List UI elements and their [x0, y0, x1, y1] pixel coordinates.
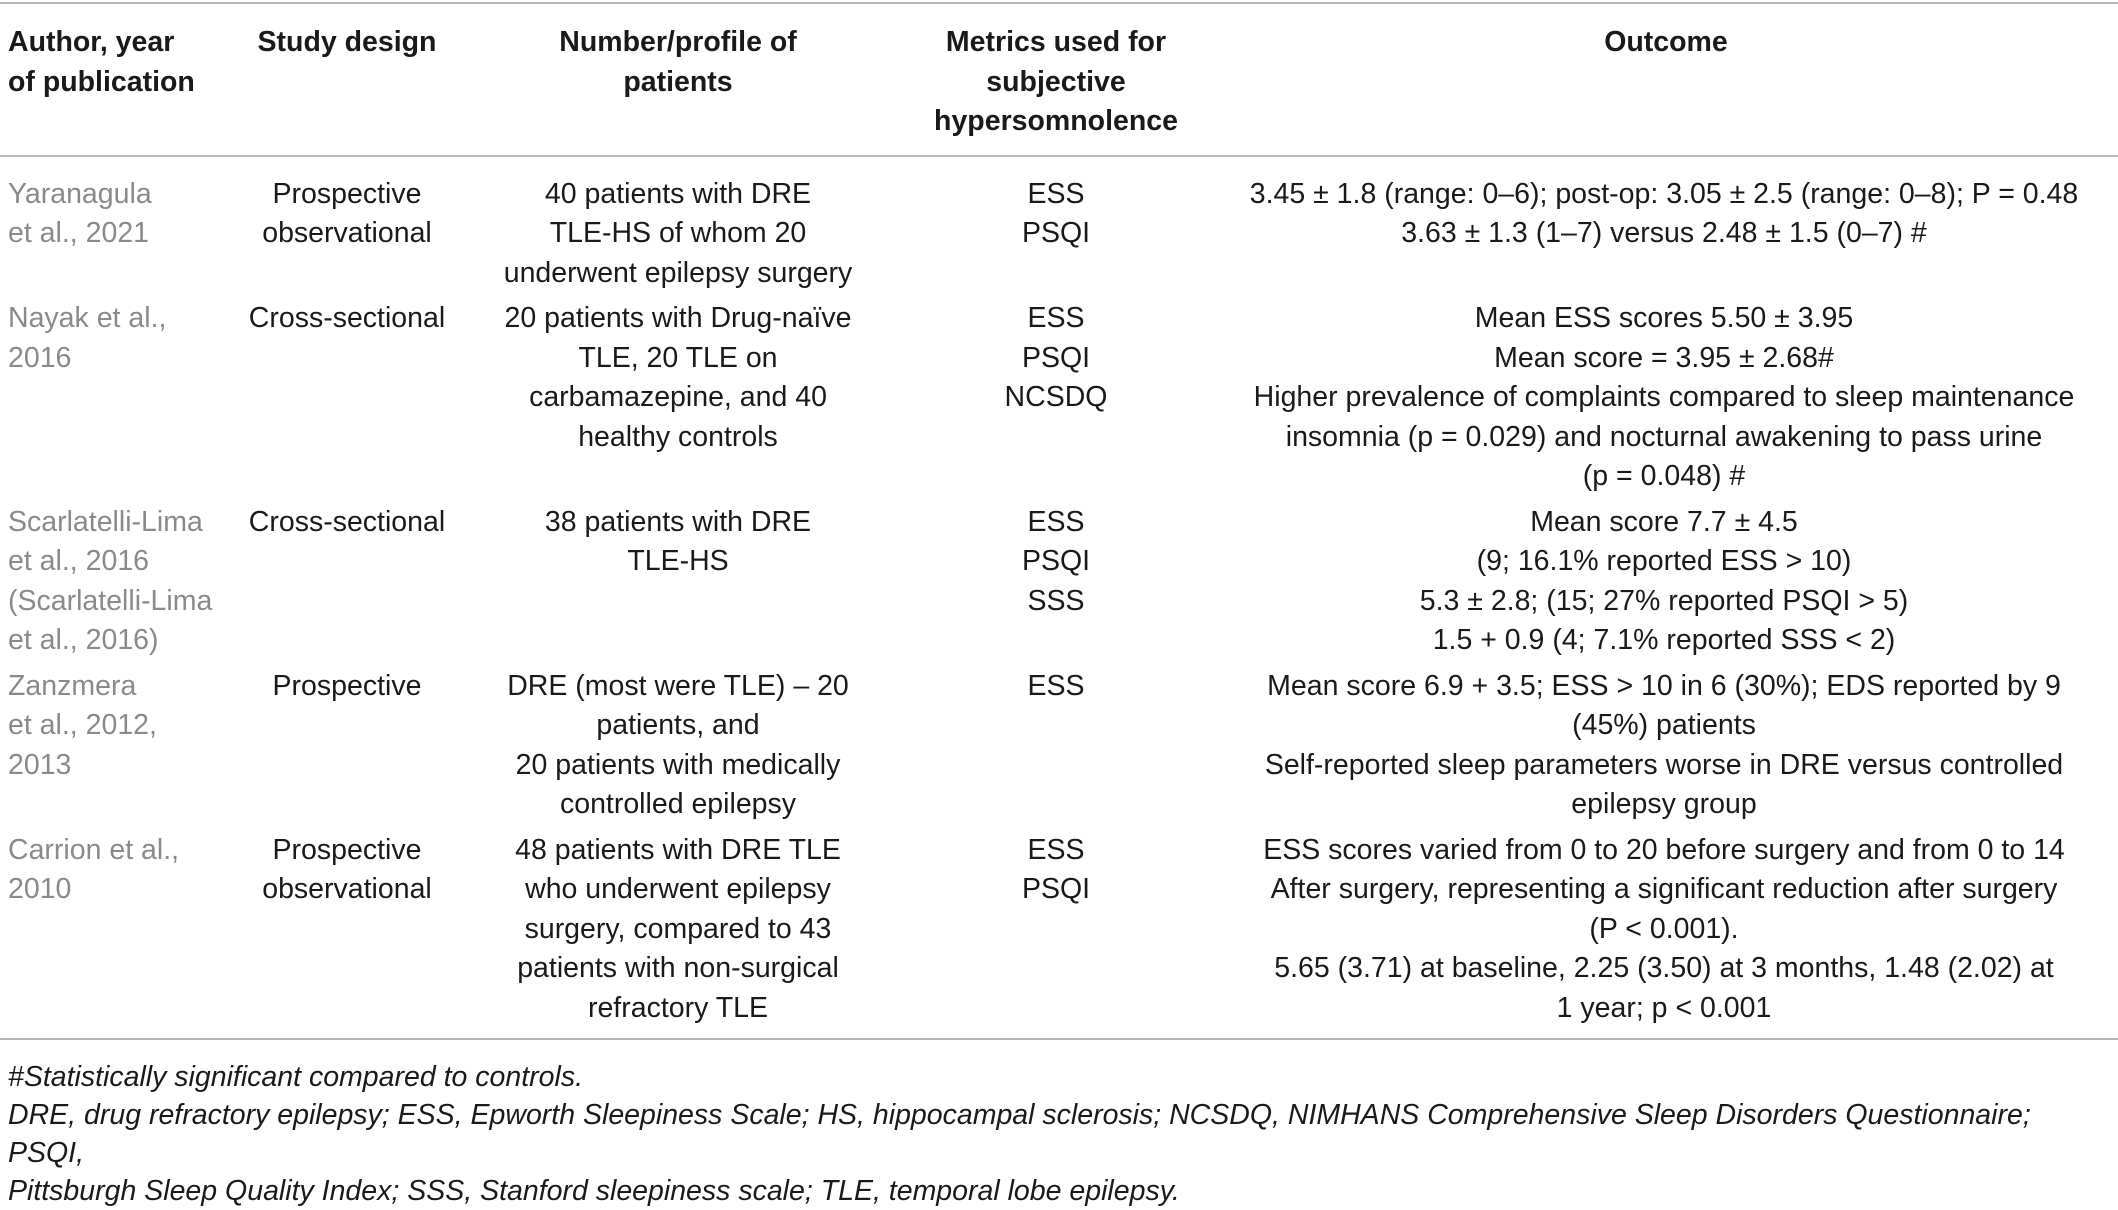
cell-author: Zanzmera et al., 2012, 2013: [8, 669, 157, 781]
table-row: [0, 299, 2118, 503]
table-row: [0, 831, 2118, 1040]
cell-author: Carrion et al., 2010: [0, 831, 236, 1040]
table-body: [0, 156, 2118, 1040]
cell-author: Nayak et al., 2016: [8, 302, 167, 374]
cell-outcome: Mean score 6.9 + 3.5; ESS > 10 in 6 (30%); EDS reported by 9 (45%) patients Self-reported sleep parameters worse in DRE versus controlled epilepsy group: [1264, 669, 2064, 820]
table-header: [0, 3, 2118, 156]
header-metrics: Metrics used for subjective hypersomnolence: [898, 3, 1214, 156]
cell-author: Yaranagula et al., 2021: [8, 177, 152, 249]
table-row: [0, 156, 2118, 300]
cell-patients: 48 patients with DRE TLE who underwent epilepsy surgery, compared to 43 patients with non-surgical refractory TLE: [458, 831, 898, 1040]
cell-author: Scarlatelli-Lima et al., 2016 (Scarlatelli-Lima et al., 2016): [8, 505, 213, 656]
cell-patients: 20 patients with Drug-naïve TLE, 20 TLE on carbamazepine, and 40 healthy controls: [504, 302, 852, 453]
table-row: [0, 503, 2118, 667]
cell-metrics: ESS PSQI: [1021, 177, 1091, 249]
study-table: [0, 2, 2118, 1040]
cell-design: Prospective observational: [236, 831, 458, 1040]
cell-metrics: ESS PSQI NCSDQ: [1004, 302, 1108, 413]
footnote-significance: #Statistically significant compared to controls.: [8, 1061, 584, 1093]
cell-design: Prospective observational: [262, 177, 432, 249]
header-outcome: Outcome: [1214, 3, 2118, 156]
cell-metrics: ESS: [1027, 669, 1085, 702]
cell-metrics: ESS PSQI SSS: [1021, 505, 1091, 617]
cell-metrics: ESS PSQI: [898, 831, 1214, 1040]
cell-outcome: Mean score 7.7 ± 4.5 (9; 16.1% reported ESS > 10) 5.3 ± 2.8; (15; 27% reported PSQI > 5) 1.5 + 0.9 (4; 7.1% reported SSS < 2): [1419, 505, 1909, 656]
cell-design: Prospective: [272, 669, 422, 702]
header-study-design: Study design: [236, 3, 458, 156]
cell-design: Cross-sectional: [248, 302, 446, 334]
cell-design: Cross-sectional: [248, 505, 446, 538]
cell-patients: 40 patients with DRE TLE-HS of whom 20 underwent epilepsy surgery: [503, 177, 853, 289]
header-author: Author, year of publication: [0, 3, 236, 156]
cell-outcome: Mean ESS scores 5.50 ± 3.95 Mean score = 3.95 ± 2.68# Higher prevalence of complaints compared to sleep maintenance insomnia (p = 0.029) and nocturnal awakening to pass urine (p = 0.048) #: [1253, 302, 2075, 492]
table-footnotes: [8, 1058, 2108, 1210]
table-row: [0, 667, 2118, 831]
header-patients: Number/profile of patients: [458, 3, 898, 156]
cell-outcome: ESS scores varied from 0 to 20 before surgery and from 0 to 14 After surgery, representing a significant reduction after surgery (P < 0.001). 5.65 (3.71) at baseline, 2.25 (3.50) at 3 months, 1.48 (2.02) at 1 year; p < 0.001: [1214, 831, 2118, 1040]
cell-patients: 38 patients with DRE TLE-HS: [544, 505, 812, 577]
footnote-abbreviations: DRE, drug refractory epilepsy; ESS, Epworth Sleepiness Scale; HS, hippocampal sclerosis; NCSDQ, NIMHANS Comprehensive Sleep Disorders Questionnaire; PSQI, Pittsburgh Sleep Quality Index; SSS, Stanford sleepiness scale; TLE, temporal lobe epilepsy.: [8, 1099, 2031, 1207]
cell-outcome: 3.45 ± 1.8 (range: 0–6); post-op: 3.05 ± 2.5 (range: 0–8); P = 0.48 3.63 ± 1.3 (1–7) versus 2.48 ± 1.5 (0–7) #: [1249, 177, 2079, 249]
cell-patients: DRE (most were TLE) – 20 patients, and 20 patients with medically controlled epilepsy: [507, 669, 849, 820]
